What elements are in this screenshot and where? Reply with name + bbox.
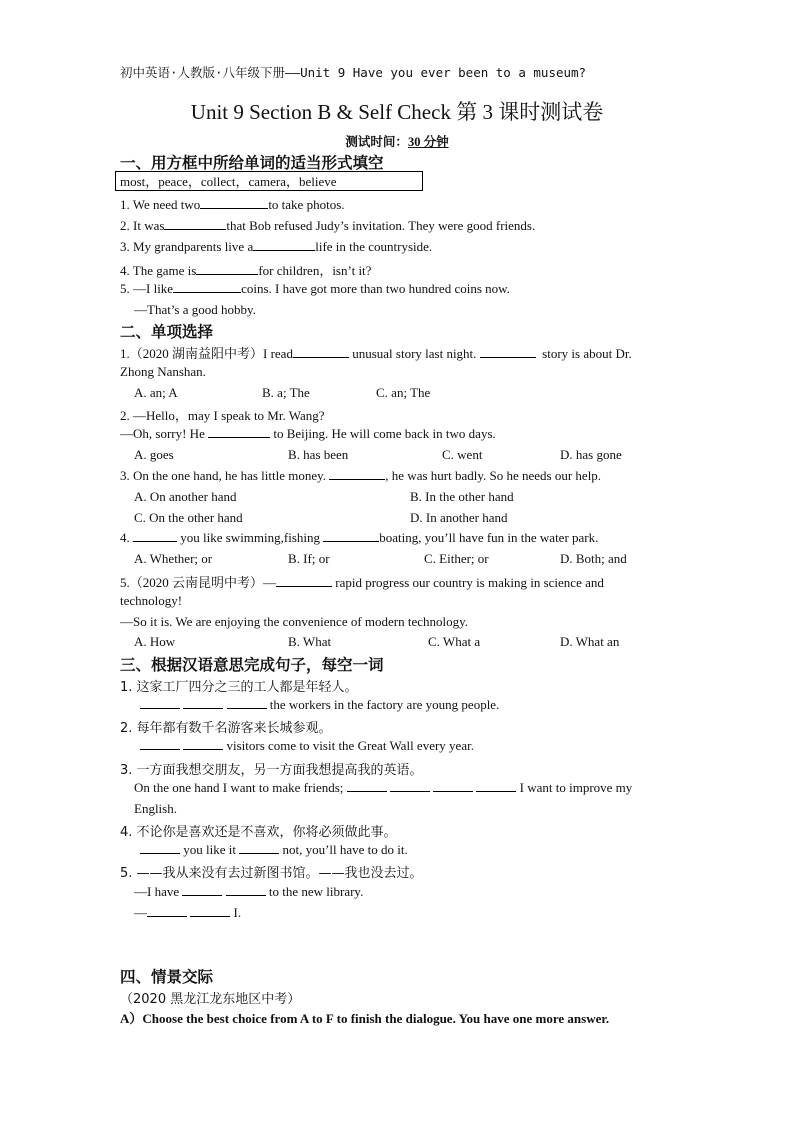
answer-blank[interactable] [196, 263, 258, 275]
text: On the one hand I want to make friends; [134, 780, 344, 795]
text: life in the countryside. [315, 239, 433, 254]
answer-blank[interactable] [433, 780, 473, 792]
option-c[interactable]: C. On the other hand [134, 510, 243, 525]
time-label: 测试时间： [345, 135, 408, 149]
text: I want to improve my [519, 780, 633, 795]
option-b[interactable]: B. What [288, 634, 332, 649]
answer-blank[interactable] [226, 884, 266, 896]
answer-blank[interactable] [208, 426, 270, 438]
s2-question-3 [120, 468, 601, 484]
answer-blank[interactable] [239, 842, 279, 854]
s3-question-3: 3. 一方面我想交朋友，另一方面我想提高我的英语。 [120, 763, 423, 778]
option-c[interactable]: C. an; The [376, 385, 431, 400]
option-b[interactable]: B. a; The [262, 385, 310, 400]
text: 3. On the one hand, he has little money. [120, 468, 327, 483]
text: 5. —I like [120, 281, 174, 296]
text: you like swimming,fishing [180, 530, 320, 545]
answer-blank[interactable] [147, 905, 187, 917]
text: I. [233, 905, 242, 920]
text: 5.（2020 云南昆明中考）— [120, 575, 277, 590]
s1-question-5-reply: —That’s a good hobby. [134, 302, 256, 317]
s3-question-3-english [134, 780, 632, 796]
answer-blank[interactable] [140, 697, 180, 709]
test-time [0, 132, 794, 150]
s2-question-5-reply: —So it is. We are enjoying the convenience of modern technology. [120, 614, 469, 629]
s3-question-2: 2. 每年都有数千名游客来长城参观。 [120, 721, 332, 736]
text: story is about Dr. [542, 346, 632, 361]
option-d[interactable]: D. Both; and [560, 551, 627, 566]
text: 4. The game is [120, 263, 197, 278]
text: you like it [183, 842, 236, 857]
text: that Bob refused Judy’s invitation. They were good friends. [226, 218, 536, 233]
text: visitors come to visit the Great Wall every year. [226, 738, 474, 753]
section-2-heading: 二、单项选择 [120, 323, 214, 341]
option-a[interactable]: A. goes [134, 447, 174, 462]
s1-question-3 [120, 239, 432, 255]
text: rapid progress our country is making in science and [335, 575, 604, 590]
answer-blank[interactable] [323, 530, 379, 542]
text: 1. We need two [120, 197, 201, 212]
section-1-heading: 一、用方框中所给单词的适当形式填空 [120, 154, 384, 172]
answer-blank[interactable] [476, 780, 516, 792]
answer-blank[interactable] [329, 468, 385, 480]
option-c[interactable]: C. Either; or [424, 551, 489, 566]
s3-question-1: 1. 这家工厂四分之三的工人都是年轻人。 [120, 680, 358, 695]
option-c[interactable]: C. What a [428, 634, 481, 649]
text: 1.（2020 湖南益阳中考）I read [120, 346, 293, 361]
answer-blank[interactable] [183, 738, 223, 750]
s2-question-1 [120, 343, 632, 362]
s2-question-5 [120, 572, 604, 591]
s3-question-4-english [140, 842, 408, 858]
s2-question-5-cont: technology! [120, 593, 183, 608]
answer-blank[interactable] [293, 346, 349, 358]
answer-blank[interactable] [347, 780, 387, 792]
option-b[interactable]: B. In the other hand [410, 489, 514, 504]
time-value: 30 分钟 [407, 135, 449, 149]
section-4-instruction: A）Choose the best choice from A to F to finish the dialogue. You have one more answer. [120, 1011, 610, 1026]
text: to take photos. [268, 197, 345, 212]
word-box: most，peace，collect，camera，believe [115, 171, 423, 191]
s3-question-1-english [140, 697, 499, 713]
answer-blank[interactable] [182, 884, 222, 896]
option-a[interactable]: A. On another hand [134, 489, 237, 504]
option-d[interactable]: D. has gone [560, 447, 622, 462]
answer-blank[interactable] [253, 239, 315, 251]
answer-blank[interactable] [200, 197, 268, 209]
s1-question-5 [120, 281, 510, 297]
option-c[interactable]: C. went [442, 447, 483, 462]
s2-question-1-cont: Zhong Nanshan. [120, 364, 206, 379]
option-d[interactable]: D. In another hand [410, 510, 508, 525]
answer-blank[interactable] [390, 780, 430, 792]
text: not, you’ll have to do it. [282, 842, 408, 857]
s2-question-4 [120, 530, 598, 546]
answer-blank[interactable] [480, 346, 536, 358]
text: 3. My grandparents live a [120, 239, 254, 254]
answer-blank[interactable] [133, 530, 177, 542]
text: —Oh, sorry! He [120, 426, 205, 441]
s3-question-3-cont: English. [134, 801, 177, 816]
s3-question-5-reply [134, 905, 241, 921]
answer-blank[interactable] [140, 842, 180, 854]
section-4-heading: 四、情景交际 [120, 968, 214, 986]
s1-question-1 [120, 197, 345, 213]
option-b[interactable]: B. has been [288, 447, 349, 462]
answer-blank[interactable] [276, 575, 332, 587]
answer-blank[interactable] [190, 905, 230, 917]
text: unusual story last night. [352, 346, 477, 361]
s3-question-2-english [140, 738, 474, 754]
text: for children，isn’t it? [258, 263, 372, 278]
course-breadcrumb: 初中英语·人教版·八年级下册——Unit 9 Have you ever been to a museum? [120, 65, 587, 80]
text: —I have [134, 884, 180, 899]
option-b[interactable]: B. If; or [288, 551, 330, 566]
text: to the new library. [268, 884, 364, 899]
s2-question-2: 2. —Hello，may I speak to Mr. Wang? [120, 408, 325, 423]
section-4-source: （2020 黑龙江龙东地区中考） [120, 992, 301, 1007]
answer-blank[interactable] [183, 697, 223, 709]
answer-blank[interactable] [140, 738, 180, 750]
option-d[interactable]: D. What an [560, 634, 620, 649]
section-3-heading: 三、根据汉语意思完成句子，每空一词 [120, 656, 384, 674]
answer-blank[interactable] [173, 281, 241, 293]
text: 4. [120, 530, 130, 545]
option-a[interactable]: A. an; A [134, 385, 178, 400]
s1-question-4 [120, 260, 371, 279]
s1-question-2 [120, 218, 535, 234]
s3-question-5-english [134, 884, 363, 900]
s2-question-2-reply [120, 426, 496, 442]
text: to Beijing. He will come back in two days. [273, 426, 496, 441]
answer-blank[interactable] [164, 218, 226, 230]
text: the workers in the factory are young people. [269, 697, 500, 712]
s3-question-4: 4. 不论你是喜欢还是不喜欢，你将必须做此事。 [120, 825, 397, 840]
answer-blank[interactable] [227, 697, 267, 709]
page-title: Unit 9 Section B & Self Check 第 3 课时测试卷 [190, 100, 604, 124]
s3-question-5: 5. ——我从来没有去过新图书馆。——我也没去过。 [120, 866, 423, 881]
option-a[interactable]: A. How [134, 634, 176, 649]
text: boating, you’ll have fun in the water park. [379, 530, 599, 545]
text: 2. It was [120, 218, 165, 233]
text: — [134, 905, 147, 920]
text: , he was hurt badly. So he needs our help. [385, 468, 602, 483]
option-a[interactable]: A. Whether; or [134, 551, 213, 566]
text: coins. I have got more than two hundred coins now. [241, 281, 510, 296]
